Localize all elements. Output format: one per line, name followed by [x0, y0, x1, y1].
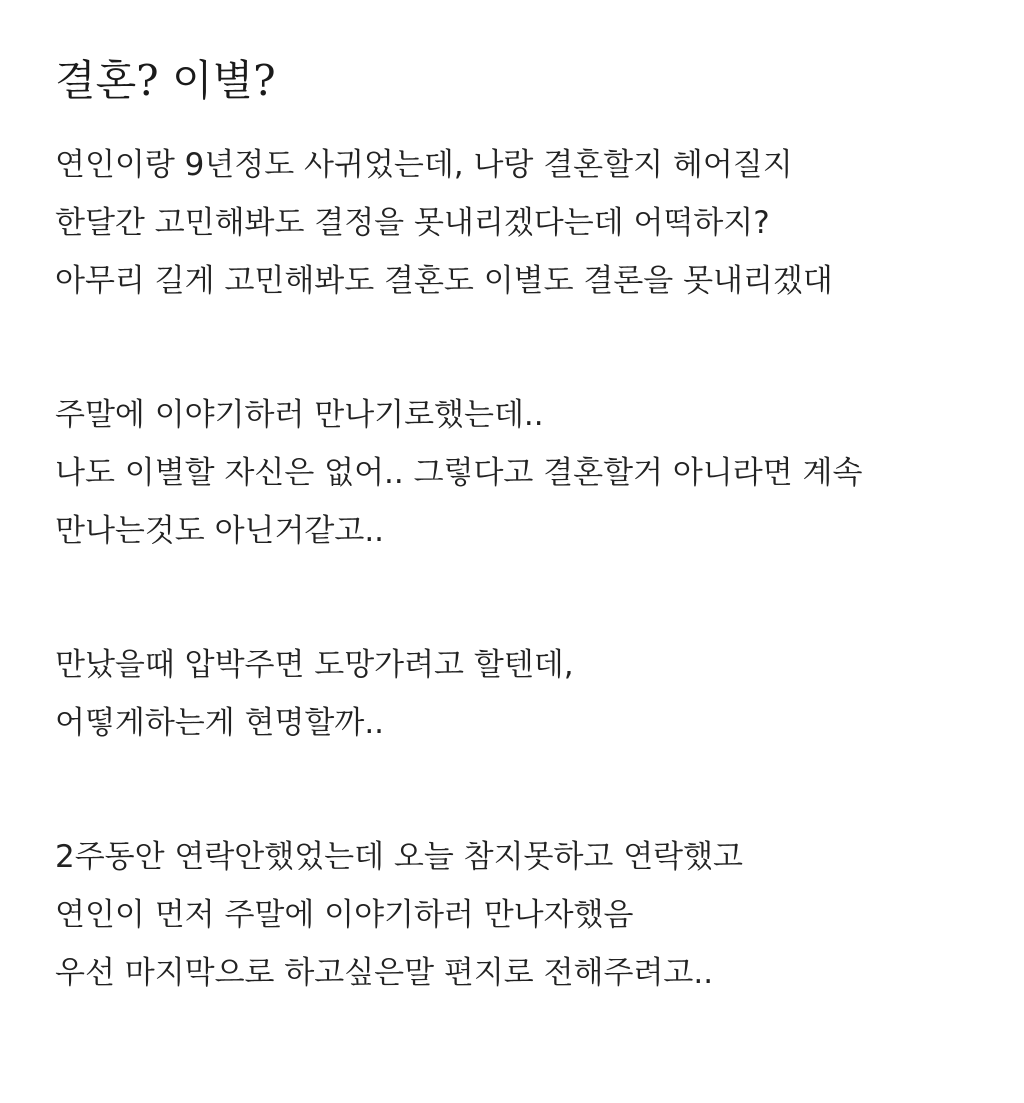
- body-line: 아무리 길게 고민해봐도 결혼도 이별도 결론을 못내리겠대: [55, 263, 833, 299]
- body-line: 한달간 고민해봐도 결정을 못내리겠다는데 어떡하지?: [55, 205, 770, 241]
- body-line: 주말에 이야기하러 만나기로했는데..: [55, 397, 544, 433]
- body-line: 어떻게하는게 현명할까..: [55, 705, 385, 741]
- body-line: 2주동안 연락안했었는데 오늘 참지못하고 연락했고: [55, 839, 744, 875]
- paragraph-gap: [55, 560, 995, 636]
- post-body: [55, 136, 995, 1002]
- body-line: 연인이 먼저 주말에 이야기하러 만나자했음: [55, 897, 634, 933]
- body-line: 나도 이별할 자신은 없어.. 그렇다고 결혼할거 아니라면 계속: [55, 455, 863, 491]
- body-line: 연인이랑 9년정도 사귀었는데, 나랑 결혼할지 헤어질지: [55, 147, 793, 183]
- body-line: 만나는것도 아닌거같고..: [55, 513, 385, 549]
- paragraph-gap: [55, 752, 995, 828]
- post-title: 결혼? 이별?: [55, 56, 276, 105]
- body-line: 만났을때 압박주면 도망가려고 할텐데,: [55, 647, 574, 683]
- body-line: 우선 마지막으로 하고싶은말 편지로 전해주려고..: [55, 955, 714, 991]
- paragraph-gap: [55, 310, 995, 386]
